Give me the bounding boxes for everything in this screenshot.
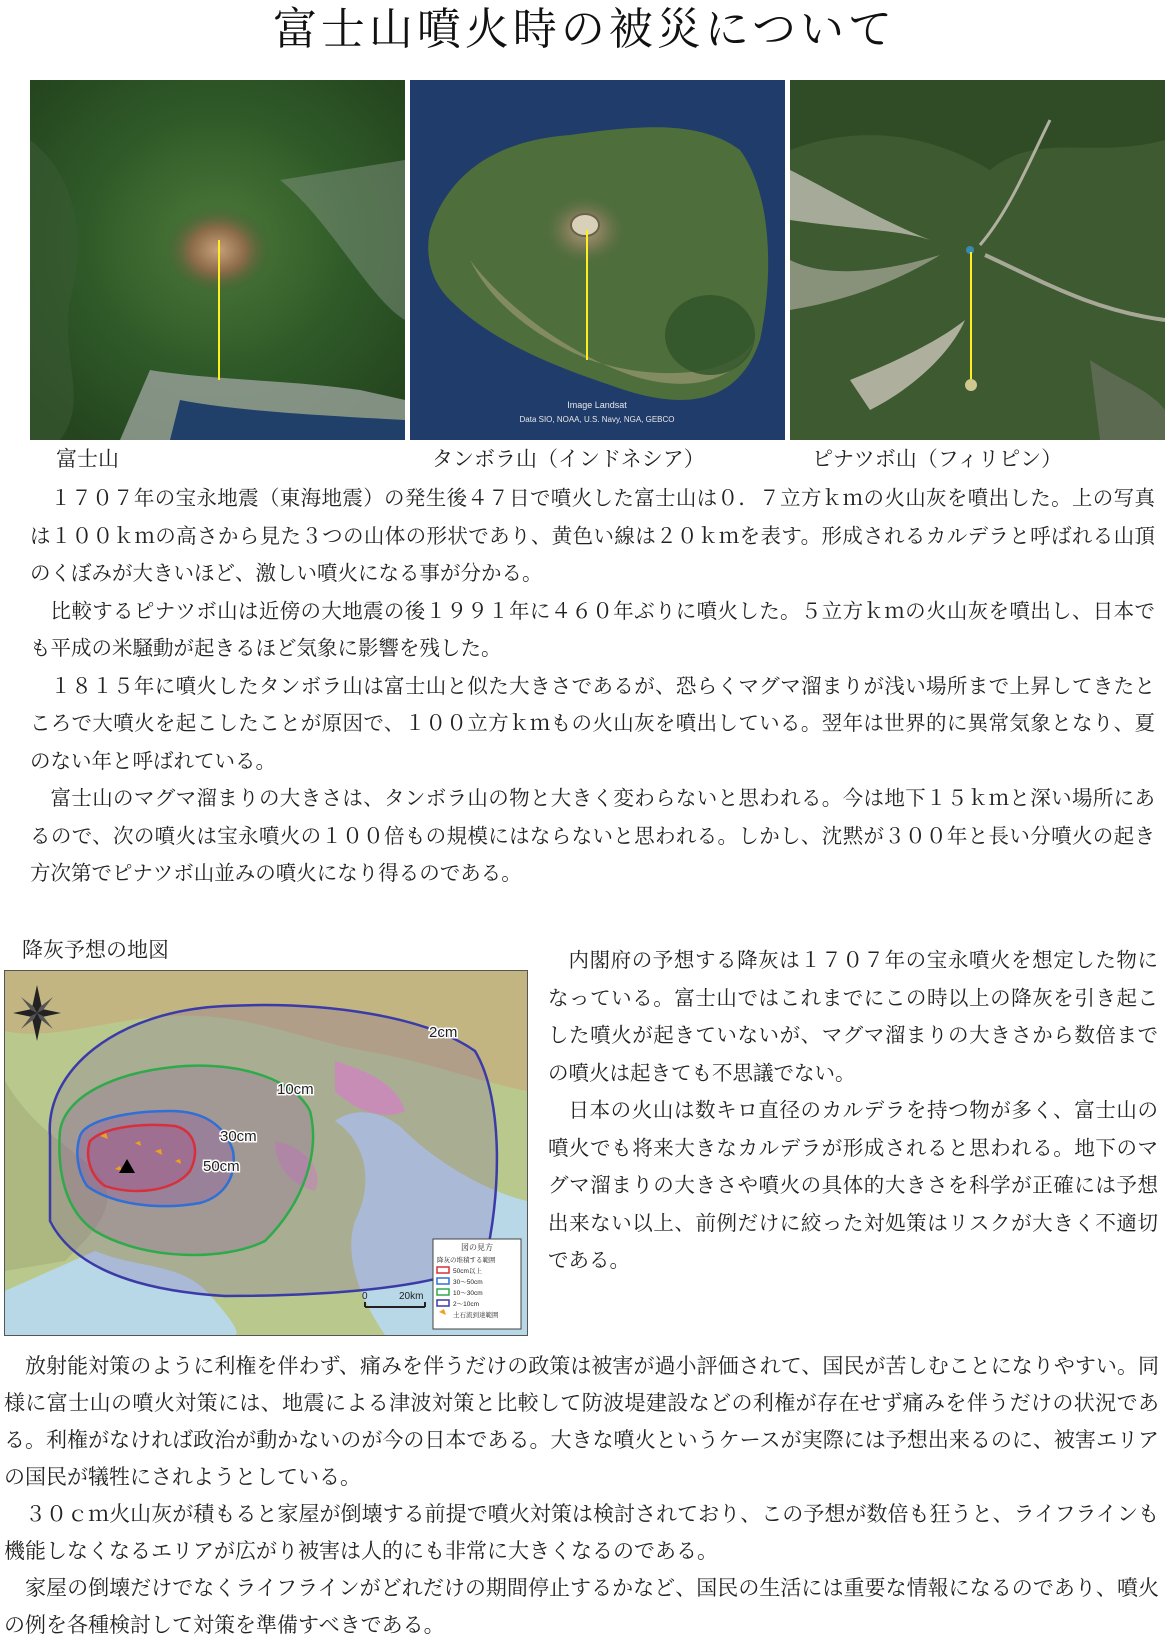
cabinet-paragraph: 内閣府の予想する降灰は１７０７年の宝永噴火を想定した物になっている。富士山ではこれまでにこの時以上の降灰を引き起こした噴火が起きていないが、マグマ溜まりの大きさから数倍までの噴火は起きても不思議でない。 <box>548 948 1158 1085</box>
page-title: 富士山噴火時の被災について <box>272 4 897 55</box>
cabinet-forecast-text <box>548 942 1158 1280</box>
photo-credit-line1: Image Landsat <box>567 400 627 410</box>
legend-title: 図の見方 <box>461 1243 493 1252</box>
contour-label-30cm: 30cm <box>220 1128 257 1145</box>
photo-caption-pinatubo: ピナツボ山（フィリピン） <box>812 447 1063 471</box>
legend-item: 2〜10cm <box>453 1301 480 1308</box>
tambora-satellite-photo <box>410 80 785 440</box>
photo-caption-tambora: タンボラ山（インドネシア） <box>432 447 705 471</box>
conclusion-paragraph: ３０ｃｍ火山灰が積もると家屋が倒壊する前提で噴火対策は検討されており、この予想が数倍も狂うと、ライフラインも機能しなくなるエリアが広がり被害は人的にも非常に大きくなるのである。 <box>4 1502 1159 1563</box>
contour-label-50cm: 50cm <box>203 1158 240 1175</box>
ash-map-label: 降灰予想の地図 <box>22 938 169 962</box>
cabinet-paragraph: 日本の火山は数キロ直径のカルデラを持つ物が多く、富士山の噴火でも将来大きなカルデラが形成されると思われる。地下のマグマ溜まりの大きさや噴火の具体的大きさを科学が正確には予想出来ない以上、前例だけに絞った対処策はリスクが大きく不適切である。 <box>548 1098 1158 1272</box>
conclusion-text <box>4 1348 1159 1644</box>
map-legend <box>433 1239 521 1329</box>
legend-item: 50cm以上 <box>453 1268 482 1275</box>
contour-label-2cm: 2cm <box>429 1024 458 1041</box>
intro-paragraph: 比較するピナツボ山は近傍の大地震の後１９９１年に４６０年ぶりに噴火した。５立方ｋｍの火山灰を噴出し、日本でも平成の米騒動が起きるほど気象に影響を残した。 <box>30 598 1155 660</box>
conclusion-paragraph: 家屋の倒壊だけでなくライフラインがどれだけの期間停止するかなど、国民の生活には重要な情報になるのであり、噴火の例を各種検討して対策を準備すべきである。 <box>4 1576 1159 1637</box>
photo-credit-line2: Data SIO, NOAA, U.S. Navy, NGA, GEBCO <box>519 415 675 424</box>
scale-end: 20km <box>399 1291 424 1302</box>
intro-paragraph: １８１５年に噴火したタンボラ山は富士山と似た大きさであるが、恐らくマグマ溜まりが浅い場所まで上昇してきたところで大噴火を起こしたことが原因で、１００立方ｋｍもの火山灰を噴出している。翌年は世界的に異常気象となり、夏のない年と呼ばれている。 <box>30 673 1155 773</box>
photo-caption-fuji: 富士山 <box>56 447 119 471</box>
intro-text <box>30 480 1155 893</box>
intro-paragraph: 富士山のマグマ溜まりの大きさは、タンボラ山の物と大きく変わらないと思われる。今は地下１５ｋｍと深い場所にあるので、次の噴火は宝永噴火の１００倍もの規模にはならないと思われる。しかし、沈黙が３００年と長い分噴火の起き方次第でピナツボ山並みの噴火になり得るのである。 <box>30 786 1155 885</box>
pinatubo-satellite-photo <box>790 80 1165 440</box>
conclusion-paragraph: 放射能対策のように利権を伴わず、痛みを伴うだけの政策は被害が過小評価されて、国民が苦しむことになりやすい。同様に富士山の噴火対策には、地震による津波対策と比較して防波堤建設などの利権が存在せず痛みを伴うだけの状況である。利権がなければ政治が動かないのが今の日本である。大きな噴火というケースが実際には予想出来るのに、被害エリアの国民が犠牲にされようとしている。 <box>4 1354 1159 1489</box>
contour-label-10cm: 10cm <box>277 1081 314 1098</box>
legend-item: 10〜30cm <box>453 1290 483 1297</box>
intro-paragraph: １７０７年の宝永地震（東海地震）の発生後４７日で噴火した富士山は０．７立方ｋｍの火山灰を噴出した。上の写真は１００ｋｍの高さから見た３つの山体の形状であり、黄色い線は２０ｋｍを表す。形成されるカルデラと呼ばれる山頂のくぼみが大きいほど、激しい噴火になる事が分かる。 <box>30 486 1155 585</box>
legend-item: 30〜50cm <box>453 1279 483 1286</box>
ashfall-forecast-map <box>4 970 528 1336</box>
legend-subtitle: 降灰の堆積する範囲 <box>437 1257 496 1264</box>
fuji-satellite-photo <box>30 80 405 440</box>
scale-start: 0 <box>362 1291 368 1302</box>
legend-item: 土石流到達範囲 <box>453 1312 499 1319</box>
